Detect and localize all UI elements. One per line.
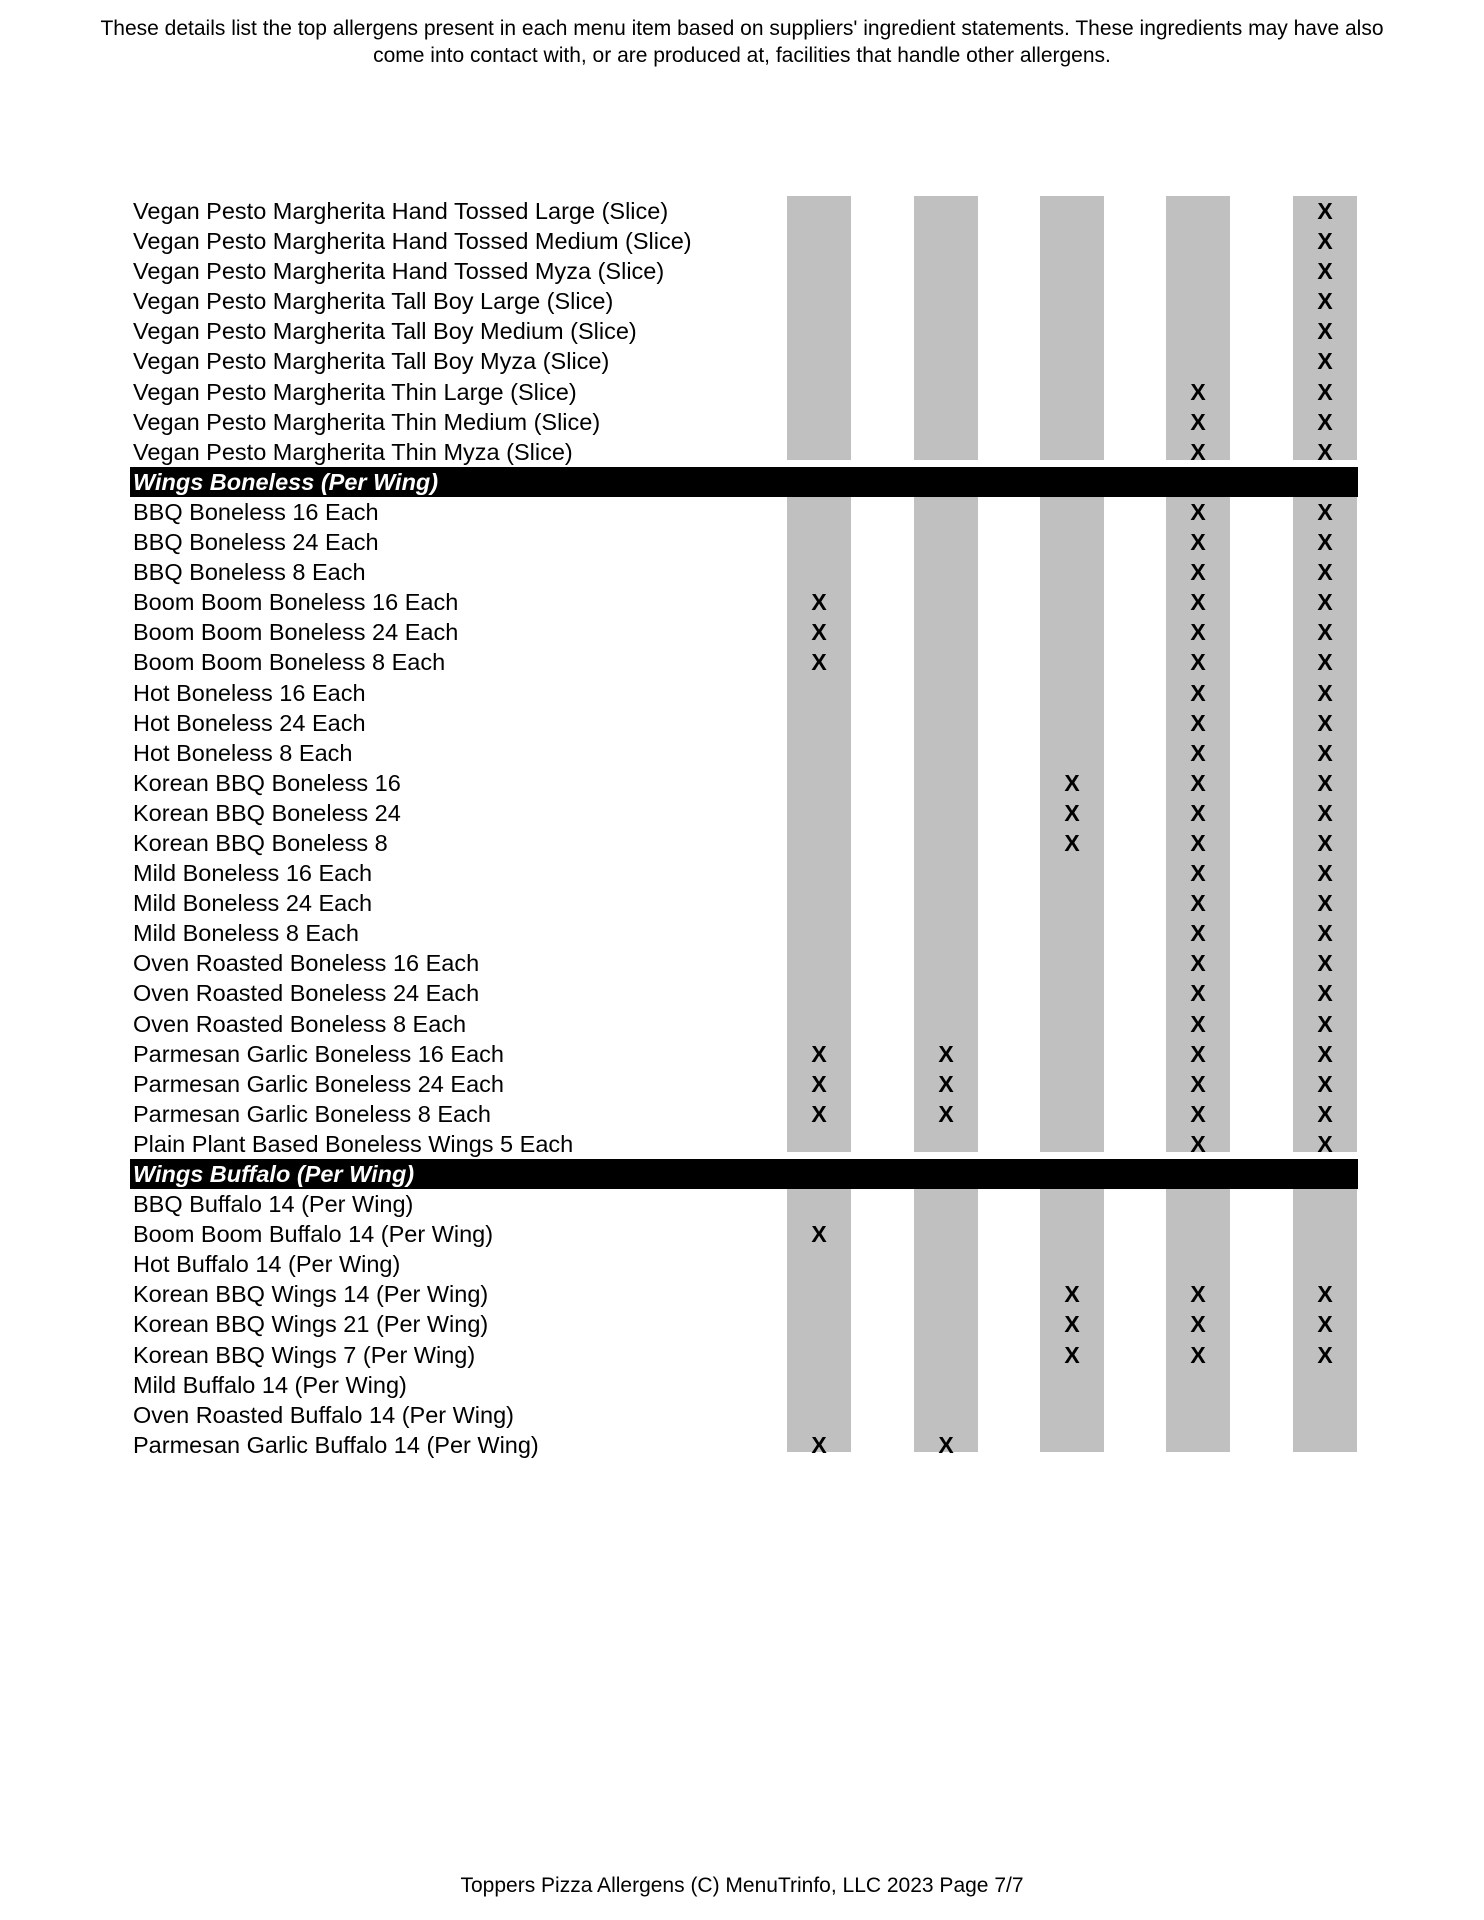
menu-item-row (130, 557, 1358, 587)
allergen-mark: X (811, 589, 827, 616)
allergen-mark: X (1190, 408, 1206, 435)
allergen-mark: X (1317, 920, 1333, 947)
allergen-mark: X (1190, 980, 1206, 1007)
allergen-mark: X (1190, 890, 1206, 917)
menu-item-name: BBQ Boneless 16 Each (133, 498, 379, 525)
menu-item-name: Mild Boneless 8 Each (133, 920, 359, 947)
allergen-mark: X (938, 1100, 954, 1127)
allergen-mark: X (1190, 1010, 1206, 1037)
allergen-mark: X (1317, 1040, 1333, 1067)
allergen-mark: X (1317, 498, 1333, 525)
menu-item-name: Hot Boneless 8 Each (133, 739, 353, 766)
allergen-mark: X (1190, 498, 1206, 525)
allergen-mark: X (811, 1221, 827, 1248)
allergen-mark: X (1317, 649, 1333, 676)
menu-item-row (130, 1430, 1358, 1460)
menu-item-row (130, 1099, 1358, 1129)
allergen-mark: X (1190, 920, 1206, 947)
menu-item-name: Hot Boneless 24 Each (133, 709, 366, 736)
allergen-mark: X (1317, 408, 1333, 435)
menu-item-name: Vegan Pesto Margherita Tall Boy Medium (Slice) (133, 318, 637, 345)
allergen-mark: X (1317, 860, 1333, 887)
disclaimer-header (0, 15, 1484, 69)
menu-item-row (130, 1340, 1358, 1370)
menu-item-name: Hot Boneless 16 Each (133, 679, 366, 706)
allergen-mark: X (1064, 769, 1080, 796)
allergen-mark: X (1317, 378, 1333, 405)
menu-item-row (130, 497, 1358, 527)
menu-item-row (130, 1279, 1358, 1309)
menu-item-row (130, 647, 1358, 677)
allergen-mark: X (811, 1431, 827, 1458)
menu-item-name: Parmesan Garlic Boneless 16 Each (133, 1040, 504, 1067)
menu-item-row (130, 1219, 1358, 1249)
allergen-mark: X (1317, 1341, 1333, 1368)
allergen-mark: X (1190, 589, 1206, 616)
allergen-mark: X (1317, 1070, 1333, 1097)
menu-item-name: Korean BBQ Boneless 16 (133, 769, 401, 796)
allergen-mark: X (1317, 288, 1333, 315)
menu-item-row (130, 1370, 1358, 1400)
menu-item-name: Plain Plant Based Boneless Wings 5 Each (133, 1130, 574, 1157)
allergen-mark: X (938, 1431, 954, 1458)
menu-item-name: Vegan Pesto Margherita Hand Tossed Myza (Slice) (133, 258, 665, 285)
menu-item-row (130, 286, 1358, 316)
allergen-mark: X (1190, 1130, 1206, 1157)
allergen-mark: X (811, 1070, 827, 1097)
menu-item-row (130, 527, 1358, 557)
menu-item-name: BBQ Boneless 8 Each (133, 559, 366, 586)
menu-item-name: Vegan Pesto Margherita Hand Tossed Large (Slice) (133, 198, 669, 224)
menu-item-row (130, 828, 1358, 858)
menu-item-name: Hot Buffalo 14 (Per Wing) (133, 1251, 401, 1278)
menu-item-row (130, 226, 1358, 256)
menu-item-name: Korean BBQ Wings 7 (Per Wing) (133, 1341, 476, 1368)
allergen-mark: X (1190, 1311, 1206, 1338)
menu-item-name: Mild Buffalo 14 (Per Wing) (133, 1371, 407, 1398)
allergen-table (130, 196, 1358, 1460)
allergen-mark: X (1317, 258, 1333, 285)
allergen-mark: X (1317, 1010, 1333, 1037)
allergen-mark: X (1317, 1130, 1333, 1157)
allergen-mark: X (1190, 739, 1206, 766)
menu-item-row (130, 1039, 1358, 1069)
allergen-mark: X (1064, 799, 1080, 826)
menu-item-name: Parmesan Garlic Boneless 24 Each (133, 1070, 504, 1097)
menu-item-row (130, 407, 1358, 437)
allergen-mark: X (1317, 1311, 1333, 1338)
allergen-mark: X (1317, 950, 1333, 977)
allergen-mark: X (1190, 619, 1206, 646)
menu-item-name: Parmesan Garlic Buffalo 14 (Per Wing) (133, 1431, 539, 1458)
disclaimer-line-2: come into contact with, or are produced at, facilities that handle other allergens. (373, 44, 1111, 67)
allergen-mark: X (1064, 829, 1080, 856)
menu-item-name: Vegan Pesto Margherita Tall Boy Myza (Slice) (133, 348, 610, 375)
menu-item-name: BBQ Buffalo 14 (Per Wing) (133, 1191, 414, 1218)
allergen-mark: X (1190, 860, 1206, 887)
menu-item-row (130, 1309, 1358, 1339)
menu-item-row (130, 1009, 1358, 1039)
menu-item-name: Oven Roasted Buffalo 14 (Per Wing) (133, 1401, 514, 1428)
menu-item-row (130, 437, 1358, 467)
menu-item-name: Mild Boneless 16 Each (133, 860, 373, 887)
allergen-mark: X (1317, 438, 1333, 465)
allergen-mark: X (1190, 1281, 1206, 1308)
menu-item-row (130, 948, 1358, 978)
menu-item-row (130, 918, 1358, 948)
allergen-mark: X (811, 1100, 827, 1127)
allergen-mark: X (1190, 799, 1206, 826)
menu-item-name: Boom Boom Boneless 8 Each (133, 649, 446, 676)
allergen-mark: X (1190, 1341, 1206, 1368)
allergen-mark: X (1317, 709, 1333, 736)
allergen-mark: X (1317, 559, 1333, 586)
section-header: Wings Buffalo (Per Wing) (130, 1159, 1358, 1189)
allergen-mark: X (1317, 769, 1333, 796)
allergen-mark: X (811, 649, 827, 676)
menu-item-row (130, 316, 1358, 346)
menu-item-name: Korean BBQ Wings 14 (Per Wing) (133, 1281, 489, 1308)
allergen-mark: X (811, 619, 827, 646)
menu-item-name: Vegan Pesto Margherita Tall Boy Large (Slice) (133, 288, 614, 315)
allergen-mark: X (1317, 739, 1333, 766)
menu-item-name: Vegan Pesto Margherita Thin Myza (Slice) (133, 438, 573, 465)
menu-item-row (130, 1400, 1358, 1430)
menu-item-name: BBQ Boneless 24 Each (133, 529, 379, 556)
allergen-mark: X (811, 1040, 827, 1067)
allergen-mark: X (1317, 829, 1333, 856)
menu-item-row (130, 346, 1358, 376)
allergen-mark: X (1190, 1100, 1206, 1127)
menu-item-row (130, 377, 1358, 407)
menu-item-name: Parmesan Garlic Boneless 8 Each (133, 1100, 491, 1127)
allergen-mark: X (1317, 529, 1333, 556)
menu-item-row (130, 888, 1358, 918)
allergen-mark: X (1190, 438, 1206, 465)
menu-item-name: Boom Boom Boneless 16 Each (133, 589, 459, 616)
allergen-mark: X (1064, 1341, 1080, 1368)
allergen-mark: X (1317, 348, 1333, 375)
section-header: Wings Boneless (Per Wing) (130, 467, 1358, 497)
menu-item-row (130, 798, 1358, 828)
menu-item-name: Oven Roasted Boneless 8 Each (133, 1010, 467, 1037)
menu-item-name: Boom Boom Buffalo 14 (Per Wing) (133, 1221, 494, 1248)
allergen-mark: X (1190, 679, 1206, 706)
allergen-mark: X (1190, 649, 1206, 676)
menu-item-name: Korean BBQ Wings 21 (Per Wing) (133, 1311, 489, 1338)
menu-item-row (130, 1129, 1358, 1159)
allergen-mark: X (1190, 1070, 1206, 1097)
menu-item-name: Korean BBQ Boneless 8 (133, 829, 388, 856)
allergen-mark: X (1317, 589, 1333, 616)
allergen-mark: X (1190, 950, 1206, 977)
allergen-mark: X (938, 1070, 954, 1097)
allergen-mark: X (1317, 679, 1333, 706)
menu-item-name: Oven Roasted Boneless 16 Each (133, 950, 480, 977)
menu-item-row (130, 1249, 1358, 1279)
allergen-mark: X (1064, 1311, 1080, 1338)
menu-item-row (130, 678, 1358, 708)
menu-item-name: Vegan Pesto Margherita Thin Large (Slice) (133, 378, 577, 405)
menu-item-name: Vegan Pesto Margherita Thin Medium (Slice) (133, 408, 601, 435)
menu-item-name: Korean BBQ Boneless 24 (133, 799, 401, 826)
menu-item-row (130, 708, 1358, 738)
menu-item-row (130, 768, 1358, 798)
menu-item-row (130, 858, 1358, 888)
menu-item-row (130, 196, 1358, 226)
menu-item-row (130, 587, 1358, 617)
allergen-mark: X (1190, 529, 1206, 556)
menu-item-name: Mild Boneless 24 Each (133, 890, 373, 917)
menu-item-name: Boom Boom Boneless 24 Each (133, 619, 459, 646)
allergen-mark: X (1190, 829, 1206, 856)
allergen-mark: X (1317, 1100, 1333, 1127)
menu-item-row (130, 1069, 1358, 1099)
allergen-mark: X (1317, 980, 1333, 1007)
menu-item-row (130, 256, 1358, 286)
allergen-mark: X (1190, 378, 1206, 405)
allergen-mark: X (1064, 1281, 1080, 1308)
menu-item-row (130, 617, 1358, 647)
allergen-mark: X (1317, 318, 1333, 345)
allergen-mark: X (1317, 228, 1333, 255)
allergen-mark: X (1190, 559, 1206, 586)
allergen-mark: X (938, 1040, 954, 1067)
menu-item-row (130, 1189, 1358, 1219)
disclaimer-line-1: These details list the top allergens present in each menu item based on suppliers' ingredient statements. These ingredients may have also (100, 17, 1384, 40)
allergen-mark: X (1190, 769, 1206, 796)
menu-item-name: Oven Roasted Boneless 24 Each (133, 980, 480, 1007)
menu-item-row (130, 978, 1358, 1008)
allergen-mark: X (1190, 1040, 1206, 1067)
allergen-mark: X (1317, 619, 1333, 646)
allergen-mark: X (1317, 1281, 1333, 1308)
menu-item-row (130, 738, 1358, 768)
allergen-mark: X (1317, 198, 1333, 224)
allergen-mark: X (1317, 799, 1333, 826)
allergen-mark: X (1317, 890, 1333, 917)
menu-item-name: Vegan Pesto Margherita Hand Tossed Medium (Slice) (133, 228, 692, 255)
allergen-mark: X (1190, 709, 1206, 736)
page-footer: Toppers Pizza Allergens (C) MenuTrinfo, LLC 2023 Page 7/7 (460, 1874, 1024, 1897)
